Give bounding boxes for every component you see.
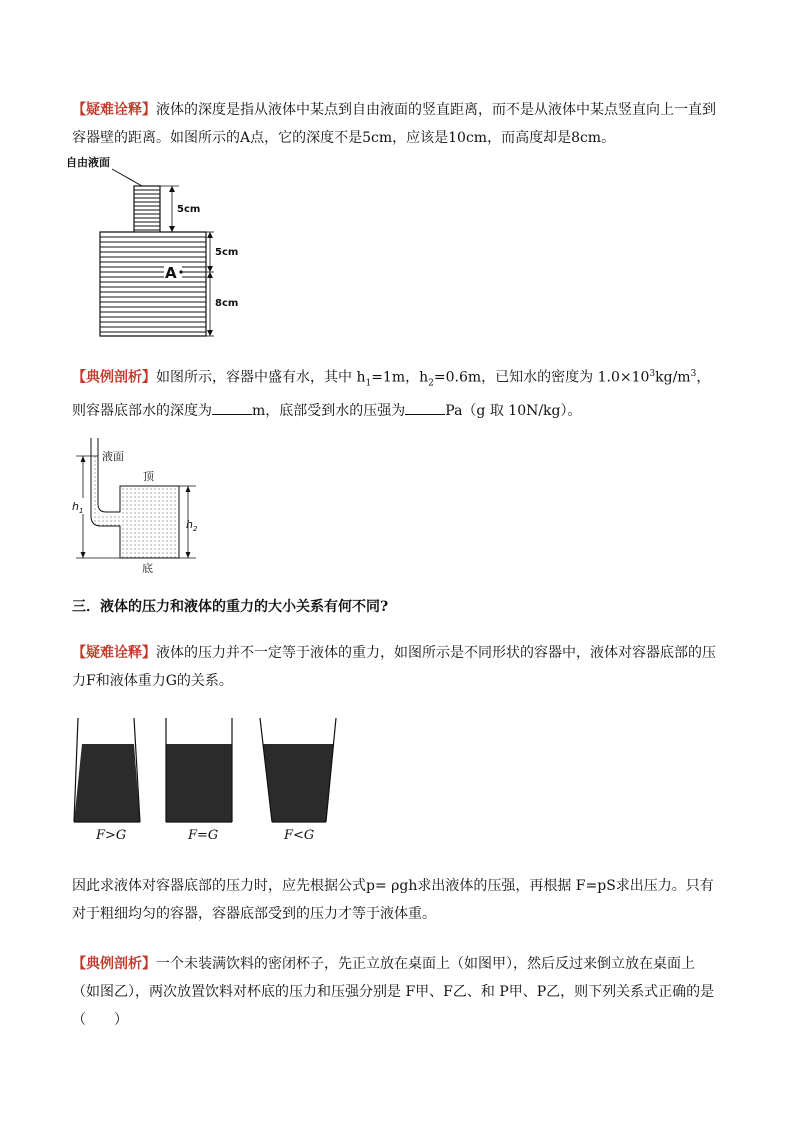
water-container-diagram (66, 436, 206, 576)
label-f-less-g: F<G (284, 828, 315, 843)
h1-label: $h_1$ (72, 500, 84, 515)
text-run: =1m，h (371, 369, 429, 386)
label-f-equal-g: F=G (188, 828, 219, 843)
section-tag: 【疑难诠释】 (72, 645, 156, 661)
container-straight (166, 718, 232, 822)
h2-label: $h_2$ (186, 518, 198, 533)
point-height-label: 8cm (215, 298, 239, 309)
section-heading: 三．液体的压力和液体的重力的大小关系有何不同? (72, 599, 389, 615)
explanation-paragraph-1 (72, 96, 722, 152)
top-label: 顶 (143, 470, 154, 483)
superscript: 3 (649, 369, 656, 379)
container-wide-top (260, 718, 336, 822)
text-run: Pa（g 取 10N/kg）。 (445, 403, 582, 420)
narrow-tube (134, 186, 160, 232)
bottom-label: 底 (142, 562, 153, 575)
tube-depth-label: 5cm (177, 204, 201, 215)
paragraph-text: 液体的深度是指从液体中某点到自由液面的竖直距离，而不是从液体中某点竖直向上一直到容器壁的距离。如图所示的A点，它的深度不是5cm，应该是10cm，而高度却是8cm。 (72, 102, 716, 146)
section-tag: 【典例剖析】 (72, 956, 156, 972)
subscript: 1 (365, 378, 372, 389)
large-container (100, 232, 206, 336)
section-tag: 【典例剖析】 (72, 369, 156, 386)
explanation-paragraph-2 (72, 639, 722, 695)
text-run: m，底部受到水的压强为 (252, 403, 406, 420)
conclusion-paragraph (72, 872, 722, 928)
paragraph-text: 因此求液体对容器底部的压力时，应先根据公式p= ρgh求出液体的压强，再根据 F=pS求出压力。只有对于粗细均匀的容器，容器底部受到的压力才等于液体重。 (72, 878, 714, 922)
text-run: 如图所示，容器中盛有水，其中 h (156, 369, 366, 386)
paragraph-text: 液体的压力并不一定等于液体的重力，如图所示是不同形状的容器中，液体对容器底部的压力F和液体重力G的关系。 (72, 645, 716, 689)
section-tag: 【疑难诠释】 (72, 102, 156, 118)
text-run: =0.6m，已知水的密度为 1.0×10 (433, 369, 650, 386)
container-upper-label: 5cm (215, 247, 239, 258)
answer-blank[interactable] (405, 400, 445, 415)
container-shapes-figure (68, 716, 348, 826)
point-a-label: A (165, 264, 177, 282)
paragraph-text: 一个未装满饮料的密闭杯子，先正立放在桌面上（如图甲），然后反过来倒立放在桌面上（如图乙），两次放置饮料对杯底的压力和压强分别是 F甲、F乙、和 P甲、P乙，则下列关系式正确的是（ ） (72, 956, 715, 1028)
answer-blank[interactable] (212, 400, 252, 415)
subscript: 2 (428, 378, 434, 389)
example-paragraph-2 (72, 950, 722, 1034)
text-run: kg/m (655, 369, 691, 386)
label-f-greater-g: F>G (96, 828, 127, 843)
container-wide-bottom (74, 718, 140, 822)
surface-label: 液面 (102, 450, 124, 463)
text-run: ，则容器底部水的深度为 (72, 369, 711, 420)
example-paragraph-1 (72, 360, 722, 425)
free-surface-label: 自由液面 (66, 156, 110, 169)
superscript: 3 (690, 369, 697, 379)
depth-diagram (64, 154, 264, 344)
